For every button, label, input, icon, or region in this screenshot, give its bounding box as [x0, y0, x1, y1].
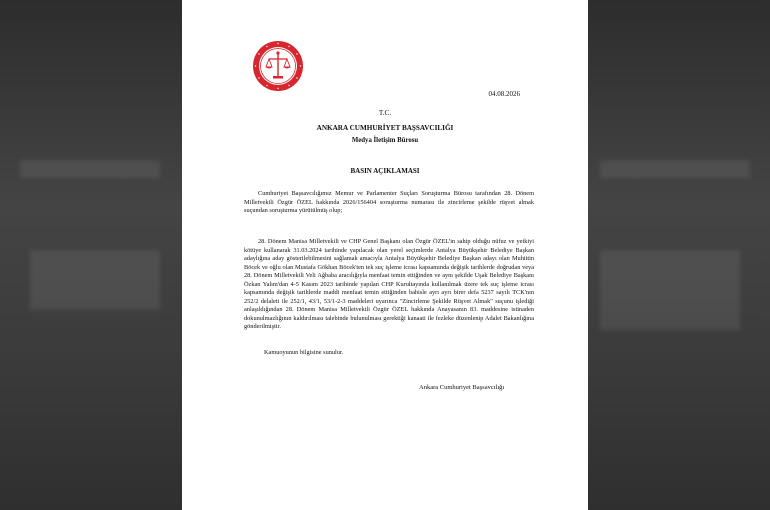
paragraph-3: Kamuoyunun bilgisine sunulur.	[264, 349, 344, 356]
blurred-background-text	[20, 160, 160, 178]
header-tc: T.C.	[378, 109, 392, 117]
blurred-background-text	[600, 250, 740, 330]
paragraph-1: Cumhuriyet Başsavcılığımız Memur ve Parlamenter Suçları Soruşturma Bürosu tarafından 28. Dönem Milletvekili Özgür ÖZEL hakkında 2026/156404 soruşturma numarası ile zincirleme şekilde rüşvet almak suçundan soruşturma yürütülmüş olup;	[244, 190, 534, 214]
document-page	[182, 0, 588, 510]
document-title: BASIN AÇIKLAMASI	[350, 167, 420, 175]
document-date: 04.08.2026	[488, 90, 520, 98]
paragraph-2: 28. Dönem Manisa Milletvekili ve CHP Genel Başkanı olan Özgür ÖZEL'in sahip olduğu nüfuz ve yetkiyi kötüye kullanarak 31.03.2024 tarihinde yapılacak olan yerel seçimlerde Antalya Büyükşehir Belediye Başkan adaylığına aday gösterilebilmesini sağlamak amacıyla Antalya Büyükşehir Belediye Başkan adayı olan Muhittin Böcek ve oğlu olan Mustafa Gökhan Böcek'ten tek suç işleme icrası kapsamında değişik tarihlerde doğrudan veya 28. Dönem Milletvekili Veli Ağbaba aracılığıyla menfaat temin ettiğinden ve aynı şekilde Uşak Belediye Başkanı Özkan Yalım'dan 4-5 Kasım 2023 tarihinde yapılan CHP Kurultayında kullanılmak üzere tek suç işleme icrası kapsamında değişik tarihlerde maddi menfaat temin ettiğinden bahisle ayrı ayrı birer defa 5237 sayılı TCK'nın 252/2 delaleti ile 252/1, 43/1, 53/1-2-3 maddeleri uyarınca "Zincirleme Şekilde Rüşvet Almak" suçunu işlediği anlaşıldığından 28. Dönem Manisa Milletvekili Özgür ÖZEL hakkında Anayasanın 83. maddesine istinaden dokunulmazlığının kaldırılması talebinde bulunulması gerektiği kanaati ile fezleke düzenlenip Adalet Bakanlığına gönderilmiştir.	[244, 238, 534, 330]
signature-line: Ankara Cumhuriyet Başsavcılığı	[419, 384, 505, 391]
office-name: ANKARA CUMHURİYET BAŞSAVCILIĞI	[316, 124, 454, 132]
prosecutor-seal-logo	[252, 40, 304, 92]
blurred-background-text	[600, 160, 750, 178]
blurred-background-text	[30, 250, 160, 310]
bureau-name: Medya İletişim Bürosu	[351, 137, 419, 144]
